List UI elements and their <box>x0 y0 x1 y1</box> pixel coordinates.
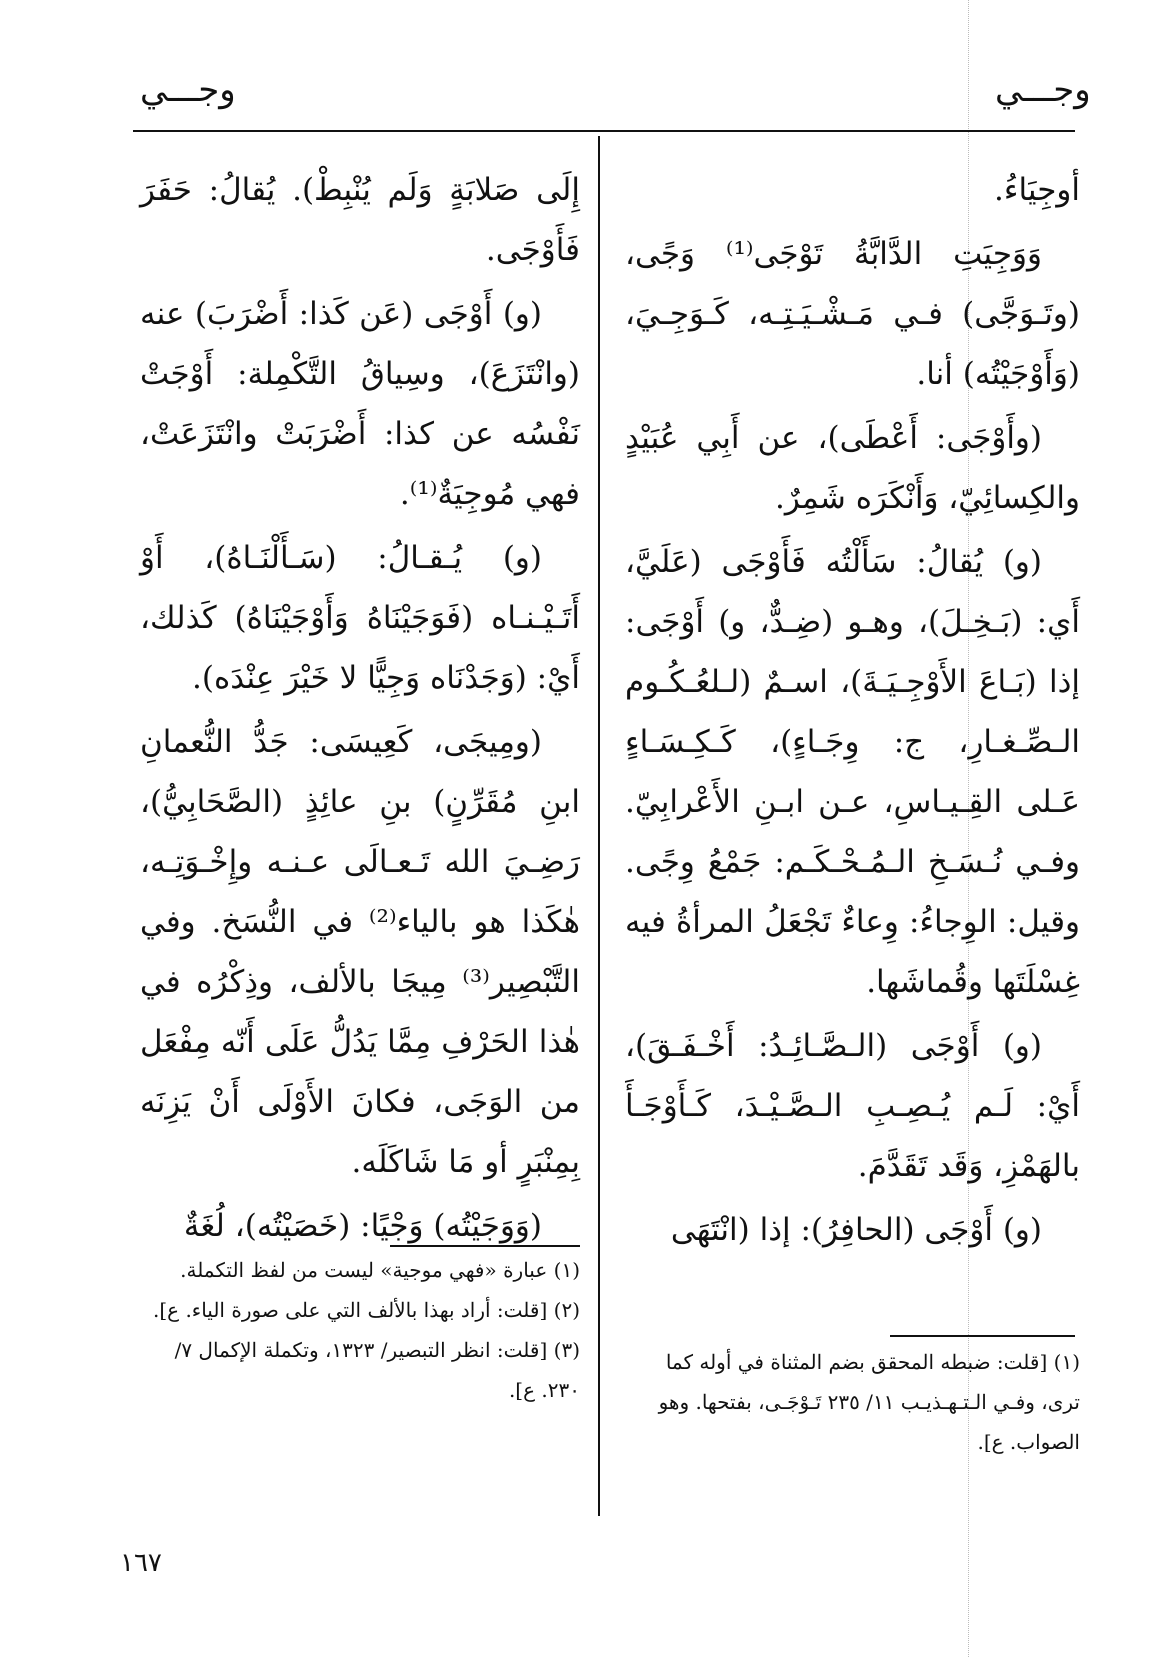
paragraph: (و) أَوْجَى (الـصَّـائِـدُ: أَخْـفَـقَ)، أَيْ: لَـم يُـصِـبِ الـصَّـيْـدَ، كَـأَوْجَـأَ بالهَمْزِ، وَقَد تَقَدَّمَ. <box>625 1028 1080 1184</box>
running-header-left: وجـــي <box>140 70 236 110</box>
footnotes-right <box>625 1342 1080 1462</box>
paragraph: (و) أَوْجَى (الحافِرُ): إذا (انْتَهَى <box>670 1212 1042 1248</box>
footnotes-left <box>140 1250 580 1410</box>
column-divider <box>598 136 600 1516</box>
footnote-rule-left <box>390 1245 580 1247</box>
paragraph: (وأَوْجَى: أَعْطَى)، عن أَبِي عُبَيْدٍ والكِسائِيّ، وَأَنْكَرَه شَمِرٌ. <box>625 420 1080 516</box>
footnote-rule-right <box>890 1335 1075 1337</box>
footnote: (١) عبارة «فهي موجية» ليست من لفظ التكملة. <box>180 1258 580 1282</box>
page-number: ١٦٧ <box>120 1548 162 1578</box>
right-column <box>625 160 1080 1264</box>
paragraph: (ومِيجَى، كَعِيسَى: جَدُّ النُّعمانِ ابنِ مُقَرِّنٍ) بنِ عائِذٍ (الصَّحَابِيُّ)، رَضِـيَ الله تَـعـالَى عـنـه وإِخْـوَتِـه، هٰكَذا هو بالياء⁽²⁾ في النُّسَخ. وفي التَّبْصِير⁽³⁾ مِيجَا بالألف، وذِكْرُه في هٰذا الحَرْفِ مِمَّا يَدُلُّ عَلَى أَنّه مِفْعَل من الوَجَى، فكانَ الأَوْلَى أَنْ يَزِنَه بِمِنْبَرٍ أو مَا شَاكَلَه. <box>140 724 580 1180</box>
footnote: (٢) [قلت: أراد بهذا بالألف التي على صورة الياء. ع]. <box>153 1298 580 1322</box>
paragraph: أوجِيَاءُ. <box>994 172 1080 208</box>
paragraph: (و) يُقالُ: سَأَلْتُه فَأَوْجَى (عَلَيَّ، أَي: (بَـخِـلَ)، وهـو (ضِـدٌّ، و) أَوْجَى: إذا (بَـاعَ الأَوْجِـيَـةَ)، اسـمٌ (لـلعُـكُـوم الـصِّـغـارِ، ج: وِجَـاءٍ)، كَـكِـسَـاءٍ عَـلى القِـيـاسِ، عـن ابـنِ الأَعْرابِيّ. وفـي نُـسَـخِ الـمُـحْـكَـم: جَمْعُ وِجًى. وقيل: الوِجاءُ: وِعاءٌ تَجْعَلُ المرأةُ فيه غِسْلَتَها وقُماشَها. <box>625 544 1080 1000</box>
paragraph: (و) أَوْجَى (عَن كَذا: أَضْرَبَ) عنه (وانْتَزَعَ)، وسِياقُ التَّكْمِلة: أَوْجَتْ نَفْسُه عن كذا: أَضْرَبَتْ وانْتَزَعَتْ، فهي مُوجِيَةٌ⁽¹⁾. <box>140 296 580 512</box>
paragraph: وَوَجِيَتِ الدَّابَّةُ تَوْجَى⁽¹⁾ وَجًى، (وتَـوَجَّى) فـي مَـشْـيَـتِـه، كَـوَجِـيَ، (وَأَوْجَيْتُه) أنا. <box>625 236 1080 392</box>
paragraph: (و) يُـقـالُ: (سَـأَلْنَـاهُ)، أَوْ أَتَـيْـنـاه (فَوَجَيْنَاهُ وَأَوْجَيْنَاهُ) كَذلك، أَيْ: (وَجَدْنَاه وَجِيًّا لا خَيْرَ عِنْدَه). <box>140 540 580 696</box>
paragraph: (وَوَجَيْتُه) وَجْيًا: (خَصَيْتُه)، لُغَةٌ <box>183 1208 542 1244</box>
header-rule <box>133 130 1075 132</box>
footnote: (٣) [قلت: انظر التبصير/ ١٣٢٣، وتكملة الإكمال ٧/ ٢٣٠. ع]. <box>174 1338 580 1402</box>
footnote: (١) [قلت: ضبطه المحقق بضم المثناة في أوله كما ترى، وفـي الـتـهـذيـب ١١/ ٢٣٥ تَـوْجَـى، بفتحها. وهو الصواب. ع]. <box>658 1350 1080 1454</box>
paragraph: إِلَى صَلابَةٍ وَلَم يُنْبِطْ). يُقالُ: حَفَرَ فَأَوْجَى. <box>140 172 580 268</box>
left-column <box>140 160 580 1260</box>
running-header-right: وجـــي <box>995 70 1091 110</box>
